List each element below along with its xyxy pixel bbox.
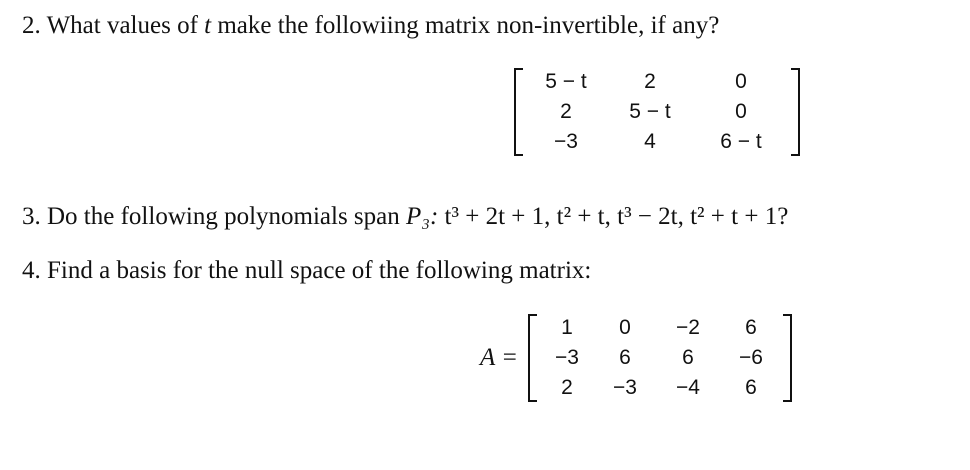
question-4-number: 4. [22,257,41,284]
question-2-text-after: make the followiing matrix non-invertible, if any? [217,12,720,39]
question-2-number: 2. [22,12,41,39]
question-4-matrix-cell: −3 [554,346,579,369]
question-4-matrix-cell: −3 [612,376,637,399]
question-3 [22,202,788,232]
question-2-matrix-cell: 0 [735,100,747,123]
question-4-matrix [528,312,792,404]
question-4-matrix-cell: 6 [745,316,757,339]
question-4-matrix-cell: 6 [745,376,757,399]
question-2-matrix-cell: 0 [735,70,747,93]
question-4-matrix-cell: −4 [675,376,700,399]
question-2-matrix-cell: 6 − t [720,130,762,153]
question-4-matrix-cell: −6 [738,346,763,369]
question-2-matrix-cell: 2 [560,100,572,123]
question-2-matrix-cell: −3 [554,130,578,153]
question-2-matrix-cell: 2 [644,70,656,93]
question-4-matrix-cell: 0 [619,316,631,339]
question-4-text: Find a basis for the null space of the following matrix: [47,257,592,284]
question-4-matrix-cell: 6 [682,346,694,369]
question-2-matrix [514,66,800,158]
question-4-matrix-cell: −2 [675,316,700,339]
question-3-polynomials: t³ + 2t + 1, t² + t, t³ − 2t, t² + t + 1? [444,203,789,230]
question-2-matrix-cell: 5 − t [545,70,587,93]
question-4-matrix-cell: 6 [619,346,631,369]
question-3-number: 3. [22,203,41,230]
matrix-a-label: A = [480,344,518,371]
question-4-matrix-block [480,312,792,404]
question-2-matrix-cell: 5 − t [629,100,671,123]
question-2-variable: t [204,12,212,39]
question-4 [22,256,591,286]
question-2-text-before: What values of [46,12,198,39]
question-2 [22,11,719,41]
question-3-text: Do the following polynomials span [47,203,400,230]
question-2-matrix-block [514,66,800,158]
question-4-matrix-cell: 1 [561,316,573,339]
question-2-matrix-cell: 4 [644,130,656,153]
question-3-space: P₃: [406,203,439,230]
question-4-matrix-cell: 2 [561,376,573,399]
